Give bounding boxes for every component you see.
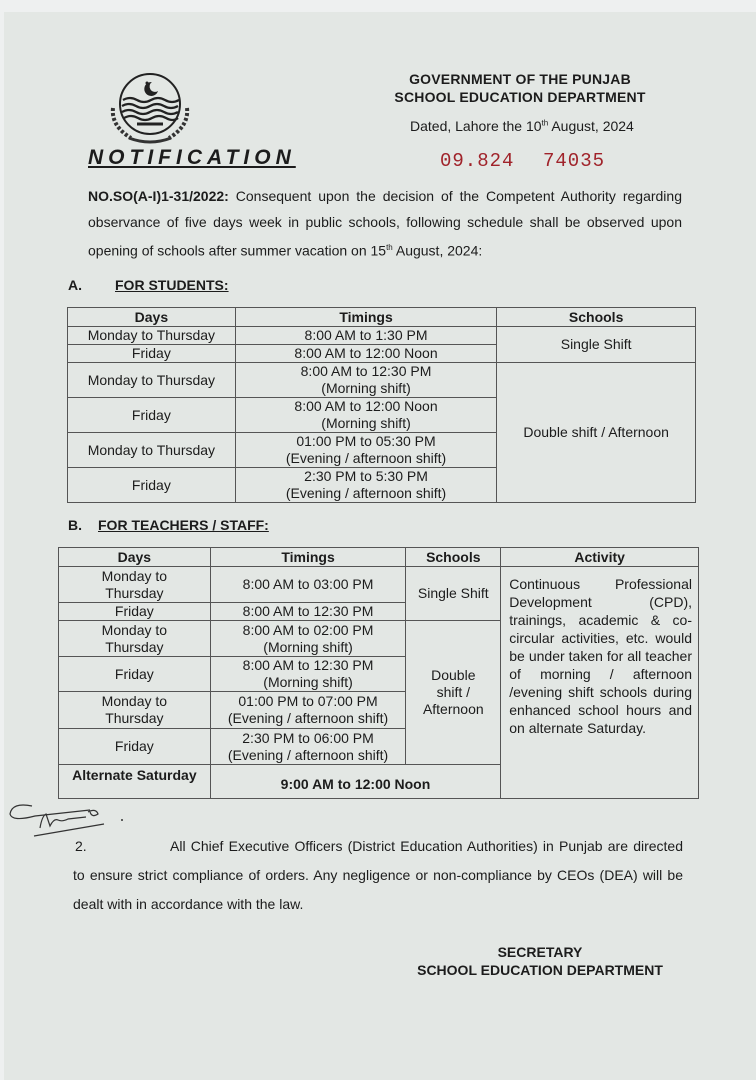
table-row: Friday 8:00 AM to 12:30 PM (Morning shift) [59,657,699,692]
alternate-saturday-label: Alternate Saturday [59,765,211,799]
alternate-saturday-timing: 9:00 AM to 12:00 Noon [210,765,501,799]
table-row: Monday to Thursday 01:00 PM to 07:00 PM (Evening / afternoon shift) [59,692,699,729]
date-line: Dated, Lahore the 10th August, 2024 [410,118,634,134]
diary-stamp-1: 09.824 [440,150,515,172]
teachers-table [58,547,699,799]
section-a-letter: A. [68,277,82,293]
para2-text: All Chief Executive Officers (District Education Authorities) in Punjab are directed to ensure strict compliance of orders. Any negligence or non-compliance by CEOs (DEA) will be dealt with in accordance with the law. [73,838,683,912]
dept-title: SCHOOL EDUCATION DEPARTMENT [394,89,646,105]
table-row: Friday 8:00 AM to 12:00 Noon (Morning shift) [68,398,696,433]
col-schools: Schools [497,308,696,327]
signatory-dept: SCHOOL EDUCATION DEPARTMENT [417,962,663,978]
para2-number: 2. [75,838,87,854]
school-double-shift: Double shift / Afternoon [406,621,501,765]
table-row: Friday 8:00 AM to 12:00 Noon [68,345,696,363]
school-single-shift: Single Shift [497,327,696,363]
activity-description: Continuous Professional Development (CPD), trainings, academic & co-circular activities, etc. would be under taken for all teacher of morning / afternoon /evening shift schools during enhanced school hours and on alternate Saturday. [501,567,699,799]
col-days: Days [68,308,236,327]
school-single-shift: Single Shift [406,567,501,621]
govt-title: GOVERNMENT OF THE PUNJAB [409,71,631,87]
intro-paragraph: NO.SO(A-I)1-31/2022: Consequent upon the decision of the Competent Authority regarding observance of five days week in public schools, following schedule shall be observed upon opening of schools after summer vacation on 15th August, 2024: [88,188,682,259]
col-schools: Schools [406,548,501,567]
table-row: Monday to Thursday 8:00 AM to 03:00 PM Single Shift Continuous Professional Development (CPD), trainings, academic & co-circular activities, etc. would be under taken for all teacher of morning / afternoon /evening shift schools during enhanced school hours and on alternate Saturday. [59,567,699,603]
col-days: Days [59,548,211,567]
diary-stamp-2: 74035 [543,150,606,172]
col-activity: Activity [501,548,699,567]
table-row: Monday to Thursday 8:00 AM to 12:30 PM (Morning shift) Double shift / Afternoon [68,363,696,398]
notification-page [4,12,756,1080]
punjab-emblem-icon [107,68,193,144]
table-row: Friday 2:30 PM to 5:30 PM (Evening / afternoon shift) [68,468,696,503]
col-timings: Timings [235,308,497,327]
notification-title: NOTIFICATION [88,146,296,169]
students-table [67,307,696,503]
col-timings: Timings [210,548,406,567]
signatory-title: SECRETARY [497,944,583,960]
table-row: Friday 2:30 PM to 06:00 PM (Evening / afternoon shift) [59,729,699,765]
table-row: Monday to Thursday 8:00 AM to 02:00 PM (Morning shift) Double shift / Afternoon [59,621,699,657]
section-a-heading: FOR STUDENTS: [115,277,229,293]
table-row: Monday to Thursday 8:00 AM to 1:30 PM Single Shift [68,327,696,345]
table-row: Friday 8:00 AM to 12:30 PM [59,603,699,621]
table-row: Monday to Thursday 01:00 PM to 05:30 PM (Evening / afternoon shift) [68,433,696,468]
section-b-heading: FOR TEACHERS / STAFF: [98,517,269,533]
school-double-shift: Double shift / Afternoon [497,363,696,503]
section-b-letter: B. [68,517,82,533]
